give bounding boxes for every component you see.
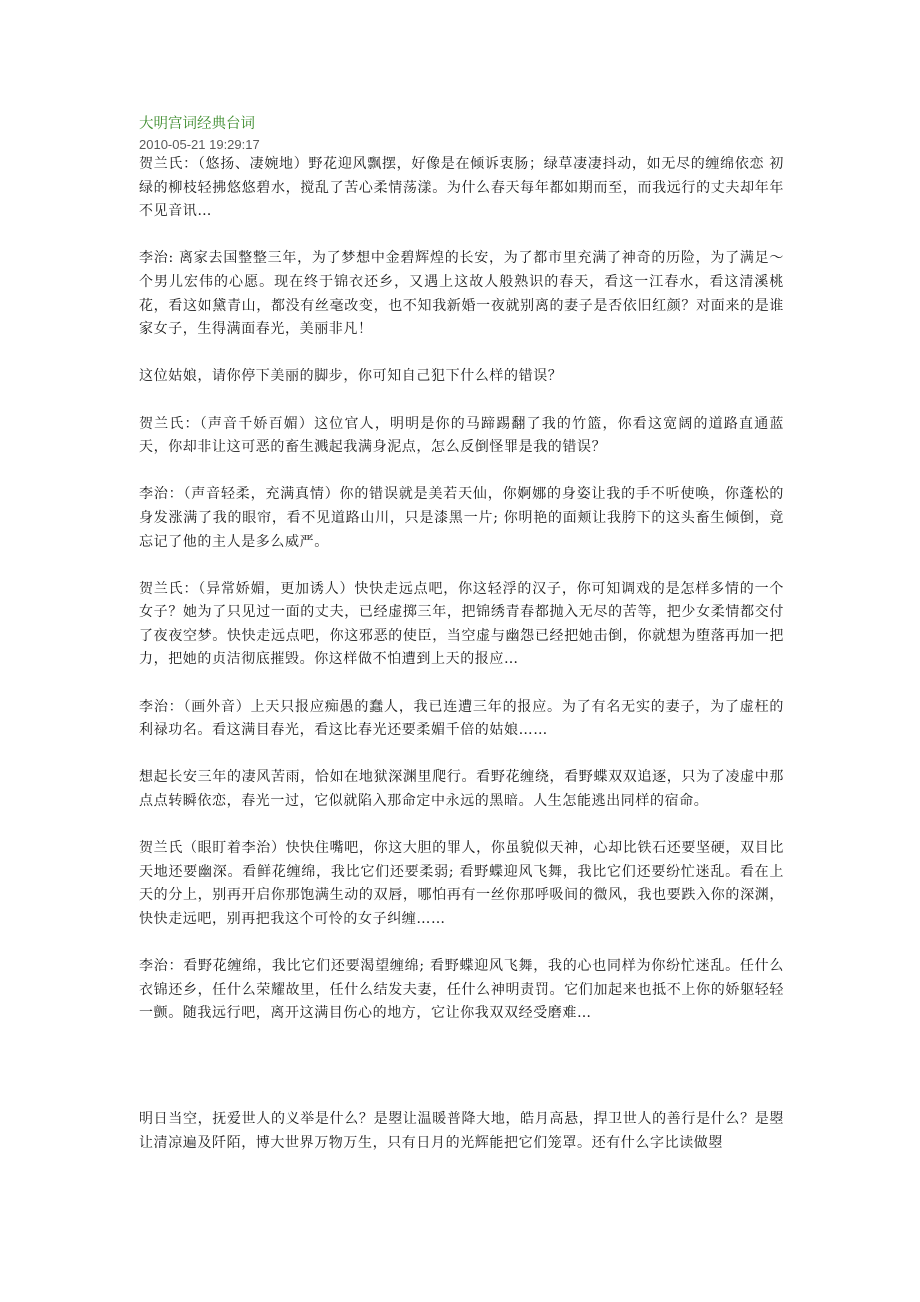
- article-title[interactable]: 大明宫词经典台词: [139, 116, 255, 132]
- paragraph: 李治：（画外音）上天只报应痴愚的蠢人，我已连遭三年的报应。为了有名无实的妻子，为了虚枉的利禄功名。看这满目春光，看这比春光还要柔媚千倍的姑娘……: [139, 698, 784, 739]
- paragraph: 李治：看野花缠绵，我比它们还要渴望缠绵; 看野蝶迎风飞舞，我的心也同样为你纷忙迷乱。任什么衣锦还乡，任什么荣耀故里，任什么结发夫妻，任什么神明责罚。它们加起来也抵不上你的娇躯轻轻一颤。随我远行吧，离开这满目伤心的地方，它让你我双双经受磨难…: [139, 958, 784, 1022]
- paragraph: 贺兰氏：（声音千娇百媚）这位官人，明明是你的马蹄踢翻了我的竹篮，你看这宽阔的道路直通蓝天，你却非让这可恶的畜生溅起我满身泥点，怎么反倒怪罪是我的错误？: [139, 415, 784, 456]
- paragraph: 贺兰氏：（异常娇媚，更加诱人）快快走远点吧，你这轻浮的汉子，你可知调戏的是怎样多情的一个女子？她为了只见过一面的丈夫，已经虚掷三年，把锦绣青春都抛入无尽的苦等，把少女柔情都交付了夜夜空梦。快快走远点吧，你这邪恶的使臣，当空虚与幽怨已经把她击倒，你就想为堕落再加一把力，把她的贞洁彻底摧毁。你这样做不怕遭到上天的报应…: [139, 580, 784, 668]
- paragraph-gap: [139, 554, 784, 578]
- paragraph: 李治: 离家去国整整三年，为了梦想中金碧辉煌的长安，为了都市里充满了神奇的历险，为了满足～个男儿宏伟的心愿。现在终于锦衣还乡，又遇上这故人般熟识的春天，看这一江春水，看这清溪桃花，看这如黛青山，都没有丝毫改变，也不知我新婚一夜就别离的妻子是否依旧红颜？对面来的是谁家女子，生得满面春光，美丽非凡！: [139, 250, 784, 338]
- paragraph-gap: [139, 389, 784, 413]
- paragraph-gap: [139, 342, 784, 366]
- paragraph: 贺兰氏（眼盯着李治）快快住嘴吧，你这大胆的罪人，你虽貌似天神，心却比铁石还要坚硬，双目比天地还要幽深。看鲜花缠绵，我比它们还要柔弱; 看野蝶迎风飞舞，我比它们还要纷忙迷乱。看在上天的分上，别再开启你那饱满生动的双唇，哪怕再有一丝你那呼吸间的微风，我也要跌入你的深渊，快快走远吧，别再把我这个可怜的女子纠缠……: [139, 840, 784, 927]
- paragraph-gap: [139, 460, 784, 484]
- paragraph: 想起长安三年的凄风苦雨，恰如在地狱深渊里爬行。看野花缠绕，看野蝶双双追逐，只为了凌虚中那点点转瞬依恋，春光一过，它似就陷入那命定中永远的黑暗。人生怎能逃出同样的宿命。: [139, 769, 784, 810]
- paragraph-gap: [139, 743, 784, 767]
- paragraph: 李治：（声音轻柔，充满真情）你的错误就是美若天仙，你婀娜的身姿让我的手不听使唤，你蓬松的身发涨满了我的眼帘，看不见道路山川，只是漆黑一片; 你明艳的面颊让我胯下的这头畜生倾倒，竟忘记了他的主人是多么威严。: [139, 486, 784, 550]
- paragraph-gap: [139, 672, 784, 696]
- article: [139, 113, 784, 1155]
- paragraph-gap: [139, 932, 784, 956]
- section-gap: [139, 1026, 784, 1108]
- article-date: 2010-05-21 19:29:17: [139, 137, 260, 152]
- paragraph: 这位姑娘，请你停下美丽的脚步，你可知自己犯下什么样的错误？: [139, 368, 563, 385]
- paragraph: 贺兰氏：（悠扬、凄婉地）野花迎风飘摆，好像是在倾诉衷肠；绿草凄凄抖动，如无尽的缠绵依恋 初绿的柳枝轻拂悠悠碧水，搅乱了苦心柔情荡漾。为什么春天每年都如期而至，而我远行的丈夫却年年不见音讯…: [139, 156, 784, 220]
- paragraph-gap: [139, 814, 784, 838]
- paragraph-gap: [139, 224, 784, 248]
- paragraph: 明日当空，抚爱世人的义举是什么？是曌让温暖普降大地，皓月高悬，捍卫世人的善行是什么？是曌让清凉遍及阡陌，博大世界万物万生，只有日月的光辉能把它们笼罩。还有什么字比读做曌: [139, 1110, 784, 1151]
